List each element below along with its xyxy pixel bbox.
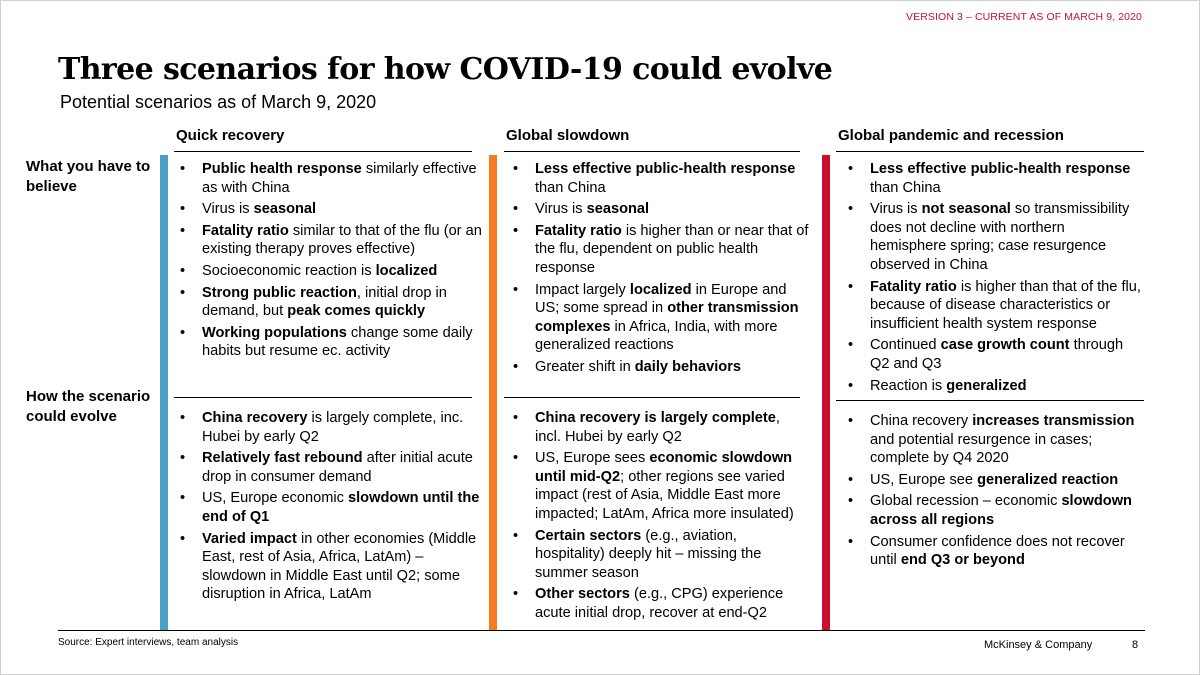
- bullet-item: • Certain sectors (e.g., aviation, hospitality) deeply hit – missing the summer season: [509, 527, 809, 583]
- brand-name: McKinsey & Company: [984, 639, 1093, 651]
- bullet-item: • Reaction is generalized: [844, 377, 1144, 396]
- row-label-how-scenario-could-evolve: How the scenario could evolve: [26, 388, 151, 425]
- bullet-item: • Less effective public-health response than China: [844, 160, 1144, 197]
- bullet-item: • Socioeconomic reaction is localized: [176, 262, 484, 281]
- divider-global-pandemic: [836, 400, 1144, 401]
- version-note: VERSION 3 – CURRENT AS OF MARCH 9, 2020: [906, 11, 1142, 23]
- bullet-item: • Impact largely localized in Europe and US; some spread in other transmission complexes in Africa, India, with more generalized reactions: [509, 281, 809, 355]
- quick-recovery-evolve-list: [176, 409, 484, 607]
- heading-underline-quick-recovery: [174, 151, 472, 152]
- divider-global-slowdown: [504, 397, 800, 398]
- bullet-item: • Fatality ratio is higher than or near that of the flu, dependent on public health response: [509, 222, 809, 278]
- bullet-item: • US, Europe see generalized reaction: [844, 471, 1144, 490]
- bullet-item: • Relatively fast rebound after initial acute drop in consumer demand: [176, 449, 484, 486]
- bullet-item: • Varied impact in other economies (Middle East, rest of Asia, Africa, LatAm) – slowdown in Middle East until Q2; some disruption in Africa, LatAm: [176, 530, 484, 604]
- bullet-item: • Greater shift in daily behaviors: [509, 358, 809, 377]
- bullet-item: • US, Europe economic slowdown until the end of Q1: [176, 489, 484, 526]
- bullet-item: • China recovery is largely complete, inc. Hubei by early Q2: [176, 409, 484, 446]
- slide-subtitle: Potential scenarios as of March 9, 2020: [60, 92, 377, 112]
- page-number: 8: [1132, 639, 1139, 651]
- global-slowdown-evolve-list: [509, 409, 809, 626]
- bullet-item: • Virus is not seasonal so transmissibility does not decline with northern hemisphere spring; case resurgence observed in China: [844, 200, 1144, 274]
- row-label-what-you-have-to-believe: What you have to believe: [26, 158, 151, 195]
- heading-underline-global-slowdown: [504, 151, 800, 152]
- bullet-item: • Global recession – economic slowdown across all regions: [844, 492, 1144, 529]
- bullet-item: • Consumer confidence does not recover until end Q3 or beyond: [844, 533, 1144, 570]
- bullet-item: • Working populations change some daily habits but resume ec. activity: [176, 324, 484, 361]
- global-slowdown-color-bar: [489, 155, 497, 630]
- footer-divider: [58, 630, 1145, 631]
- global-slowdown-believe-list: [509, 160, 809, 380]
- bullet-item: • China recovery increases transmission and potential resurgence in cases; complete by Q4 2020: [844, 412, 1144, 468]
- bullet-item: • Virus is seasonal: [509, 200, 809, 219]
- divider-quick-recovery: [174, 397, 472, 398]
- source-note: Source: Expert interviews, team analysis: [58, 637, 239, 648]
- pandemic-evolve-list: [844, 412, 1144, 573]
- bullet-item: • Other sectors (e.g., CPG) experience acute initial drop, recover at end-Q2: [509, 585, 809, 622]
- bullet-item: • US, Europe sees economic slowdown until mid-Q2; other regions see varied impact (rest of Asia, Middle East more impacted; LatAm, Africa more insulated): [509, 449, 809, 523]
- bullet-item: • Public health response similarly effective as with China: [176, 160, 484, 197]
- bullet-item: • Virus is seasonal: [176, 200, 484, 219]
- quick-recovery-color-bar: [160, 155, 168, 630]
- bullet-item: • Less effective public-health response than China: [509, 160, 809, 197]
- quick-recovery-believe-list: [176, 160, 484, 364]
- pandemic-color-bar: [822, 155, 830, 630]
- bullet-item: • Continued case growth count through Q2 and Q3: [844, 336, 1144, 373]
- bullet-item: • Strong public reaction, initial drop in demand, but peak comes quickly: [176, 284, 484, 321]
- heading-underline-global-pandemic: [836, 151, 1144, 152]
- heading-quick-recovery: Quick recovery: [176, 127, 285, 144]
- heading-global-slowdown: Global slowdown: [506, 127, 630, 144]
- pandemic-believe-list: [844, 160, 1144, 398]
- bullet-item: • Fatality ratio is higher than that of the flu, because of disease characteristics or insufficient health system response: [844, 278, 1144, 334]
- bullet-item: • Fatality ratio similar to that of the flu (or an existing therapy proves effective): [176, 222, 484, 259]
- slide-title: Three scenarios for how COVID-19 could evolve: [58, 52, 833, 87]
- bullet-item: • China recovery is largely complete, incl. Hubei by early Q2: [509, 409, 809, 446]
- heading-global-pandemic: Global pandemic and recession: [838, 127, 1064, 144]
